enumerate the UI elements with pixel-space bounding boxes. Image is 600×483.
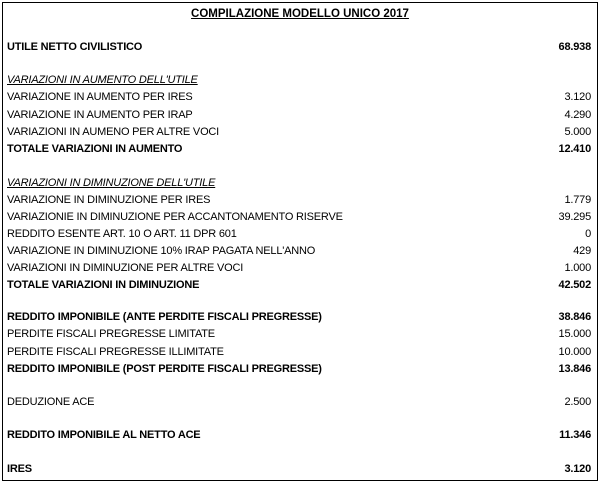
row-label: VARIAZIONE IN DIMINUZIONE 10% IRAP PAGATA NELL'ANNO [7, 245, 316, 257]
row-value: 42.502 [558, 279, 591, 291]
row-value: 39.295 [558, 211, 591, 223]
row-ires [7, 461, 591, 477]
row-diminuzione-altre-voci [7, 260, 591, 276]
row-label: VARIAZIONE IN AUMENTO PER IRES [7, 91, 193, 103]
row-perdite-illimitate [7, 344, 591, 360]
row-label: DEDUZIONE ACE [7, 396, 95, 408]
row-value: 68.938 [558, 41, 591, 53]
row-diminuzione-riserve [7, 209, 591, 225]
heading-variazioni-diminuzione [7, 175, 591, 191]
row-totale-diminuzione [7, 277, 591, 293]
row-diminuzione-ires [7, 192, 591, 208]
row-value: 0 [585, 228, 591, 240]
row-value: 38.846 [558, 311, 591, 323]
section-heading: VARIAZIONI IN AUMENTO DELL'UTILE [7, 74, 198, 86]
row-value: 10.000 [558, 346, 591, 358]
row-label: VARIAZIONE IN AUMENTO PER IRAP [7, 109, 193, 121]
row-value: 11.346 [559, 429, 591, 441]
worksheet-title-text: COMPILAZIONE MODELLO UNICO 2017 [191, 8, 409, 20]
row-totale-aumento [7, 141, 591, 157]
row-label: REDDITO IMPONIBILE (POST PERDITE FISCALI PREGRESSE) [7, 363, 322, 375]
row-label: REDDITO IMPONIBILE AL NETTO ACE [7, 429, 201, 441]
row-label: VARIAZIONI IN AUMENO PER ALTRE VOCI [7, 126, 220, 138]
row-reddito-netto-ace [7, 427, 591, 443]
row-value: 13.846 [558, 363, 591, 375]
row-value: 1.779 [564, 194, 591, 206]
section-heading: VARIAZIONI IN DIMINUZIONE DELL'UTILE [7, 177, 216, 189]
row-label: REDDITO IMPONIBILE (ANTE PERDITE FISCALI PREGRESSE) [7, 311, 322, 323]
row-deduzione-ace [7, 394, 591, 410]
tax-worksheet [2, 2, 598, 481]
heading-variazioni-aumento [7, 72, 591, 88]
row-value: 429 [573, 245, 591, 257]
row-value: 4.290 [564, 109, 591, 121]
row-aumento-altre-voci [7, 124, 591, 140]
row-reddito-imponibile-ante [7, 309, 591, 325]
row-diminuzione-irap [7, 243, 591, 259]
row-perdite-limitate [7, 326, 591, 342]
row-label: VARIAZIONE IN DIMINUZIONE PER IRES [7, 194, 211, 206]
row-aumento-ires [7, 89, 591, 105]
row-reddito-esente [7, 226, 591, 242]
row-value: 1.000 [564, 262, 591, 274]
row-value: 5.000 [564, 126, 591, 138]
row-value: 3.120 [564, 463, 591, 475]
row-label: REDDITO ESENTE ART. 10 O ART. 11 DPR 601 [7, 228, 237, 240]
row-aumento-irap [7, 107, 591, 123]
row-label: TOTALE VARIAZIONI IN DIMINUZIONE [7, 279, 200, 291]
row-value: 12.410 [558, 143, 591, 155]
row-utile-netto [7, 39, 591, 55]
row-label: PERDITE FISCALI PREGRESSE LIMITATE [7, 328, 215, 340]
row-label: VARIAZIONIE IN DIMINUZIONE PER ACCANTONAMENTO RISERVE [7, 211, 343, 223]
row-label: IRES [7, 463, 32, 475]
row-label: UTILE NETTO CIVILISTICO [7, 41, 143, 53]
row-label: VARIAZIONI IN DIMINUZIONE PER ALTRE VOCI [7, 262, 244, 274]
row-value: 15.000 [558, 328, 591, 340]
row-value: 3.120 [564, 91, 591, 103]
row-value: 2.500 [564, 396, 591, 408]
worksheet-title [3, 7, 597, 21]
row-label: PERDITE FISCALI PREGRESSE ILLIMITATE [7, 346, 224, 358]
row-label: TOTALE VARIAZIONI IN AUMENTO [7, 143, 183, 155]
row-reddito-imponibile-post [7, 361, 591, 377]
